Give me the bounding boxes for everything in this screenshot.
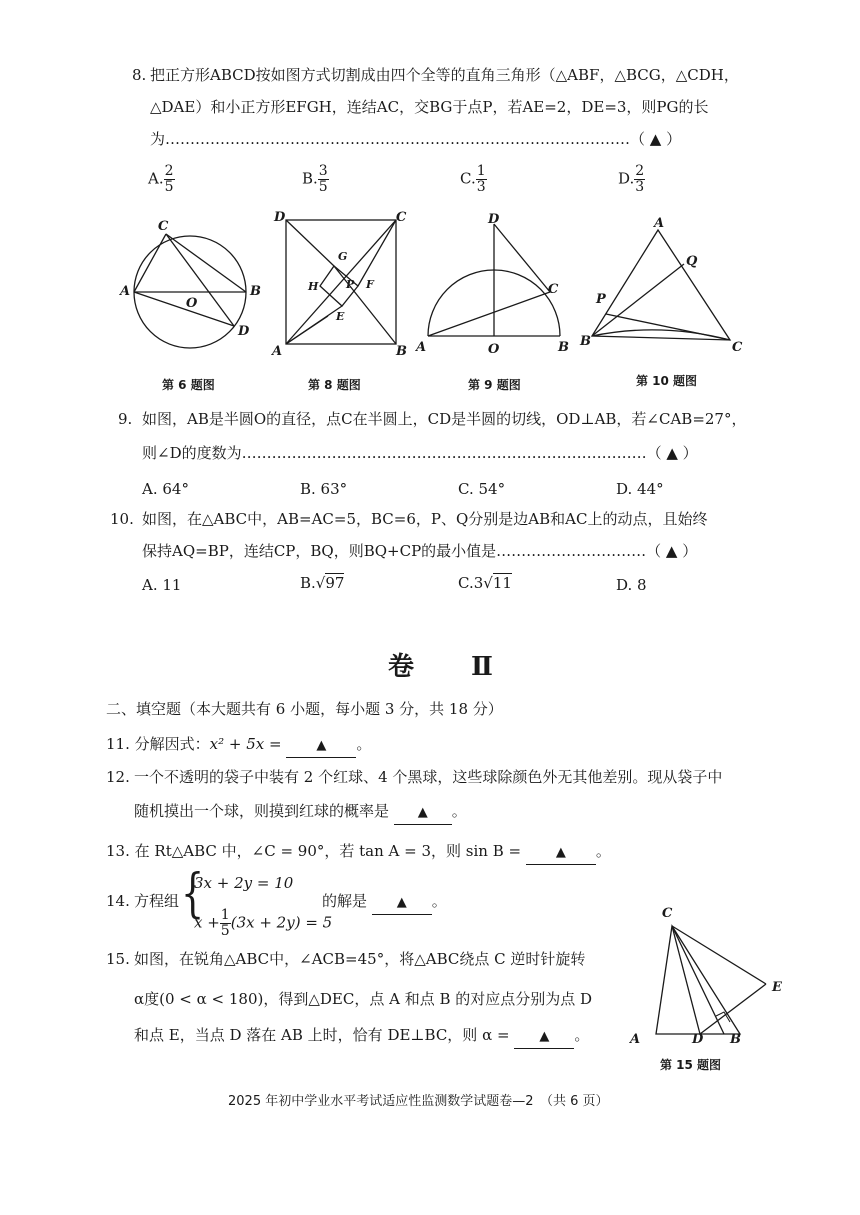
q8-number: 8.: [132, 66, 147, 84]
fig8-label-g: G: [338, 250, 348, 263]
q10-option-a: A. 11: [142, 576, 182, 594]
q12-line2-wrap: 随机摸出一个球，则摸到红球的概率是 ▲ 。: [134, 800, 467, 825]
brace-icon: {: [180, 864, 205, 924]
fig9-diagram: [428, 224, 560, 336]
q14-text: 方程组: [134, 892, 180, 910]
q10-option-d: D. 8: [616, 576, 647, 594]
fig6-label-d: D: [238, 324, 250, 339]
fig15-label-c: C: [662, 906, 673, 921]
fig8-label-e: E: [336, 310, 345, 323]
fig6-label-o: O: [186, 296, 198, 311]
fig10-caption: 第 10 题图: [636, 374, 698, 388]
q10-option-c: C.3√11: [458, 574, 512, 592]
fig6-label-a: A: [120, 284, 131, 299]
figures-row: [110, 210, 770, 360]
fig9-label-c: C: [548, 282, 559, 297]
sqrt-icon: √: [483, 574, 493, 592]
fig6-diagram: [134, 234, 246, 348]
fig8-label-b: B: [396, 344, 407, 359]
q8-option-c: C. $\frac{1}{3}$: [460, 163, 486, 195]
fig10-label-p: P: [596, 292, 606, 307]
q10-option-b: B.√97: [300, 574, 345, 592]
q14-after: 的解是 ▲ 。: [322, 890, 447, 915]
q14-number: 14.: [106, 892, 130, 910]
fig10-label-c: C: [732, 340, 743, 355]
fig8-label-f: F: [366, 278, 374, 291]
fig8-label-d: D: [274, 210, 286, 225]
fig15-label-d: D: [692, 1032, 704, 1047]
fig6-caption: 第 6 题图: [162, 378, 215, 392]
q12-answer-blank[interactable]: ▲: [394, 802, 452, 825]
fig6-label-b: B: [250, 284, 261, 299]
fig9-label-d: D: [488, 212, 500, 227]
q8-line1: 把正方形ABCD按如图方式切割成由四个全等的直角三角形（△ABF，△BCG，△CDH，: [150, 66, 739, 84]
fig8-label-a: A: [272, 344, 283, 359]
fig10-label-b: B: [580, 334, 591, 349]
sqrt-icon: √: [315, 574, 326, 592]
q13-answer-blank[interactable]: ▲: [526, 842, 596, 865]
fig6-label-c: C: [158, 219, 169, 234]
q9-option-b: B. 63°: [300, 480, 348, 498]
fig8-diagram: [286, 220, 396, 344]
q8-line3: 为…………………………………………………………………………………（ ▲ ）: [150, 130, 682, 148]
fig15-label-b: B: [730, 1032, 741, 1047]
fig15-label-a: A: [630, 1032, 641, 1047]
q15-line1: 如图，在锐角△ABC中，∠ACB=45°，将△ABC绕点 C 逆时针旋转: [134, 950, 586, 968]
q15-line3-wrap: 和点 E，当点 D 落在 AB 上时，恰有 DE⊥BC，则 α = ▲ 。: [134, 1024, 589, 1049]
fig15-label-e: E: [772, 980, 782, 995]
fig10-label-a: A: [654, 216, 665, 231]
q9-line1: 如图，AB是半圆O的直径，点C在半圆上，CD是半圆的切线，OD⊥AB，若∠CAB=27°，: [142, 410, 747, 428]
q8-line2: △DAE）和小正方形EFGH，连结AC，交BG于点P，若AE=2，DE=3，则PG的长: [150, 98, 709, 116]
q13: 13. 在 Rt△ABC 中，∠C = 90°，若 tan A = 3，则 sin B = ▲ 。: [106, 840, 611, 865]
fig10-label-q: Q: [686, 254, 698, 269]
page-footer: 2025 年初中学业水平考试适应性监测数学试题卷—2 （共 6 页）: [228, 1094, 609, 1109]
q10-number: 10.: [110, 510, 134, 528]
q9-number: 9.: [118, 410, 133, 428]
q8-option-a: A. $\frac{2}{5}$: [148, 163, 174, 195]
part2-heading: 二、填空题（本大题共有 6 小题，每小题 3 分，共 18 分）: [106, 700, 503, 718]
q12-line1: 一个不透明的袋子中装有 2 个红球、4 个黑球，这些球除颜色外无其他差别。现从袋子中: [134, 768, 723, 786]
q9-option-a: A. 64°: [142, 480, 189, 498]
q9-line2: 则∠D的度数为………………………………………………………………………（ ▲ ）: [142, 444, 698, 462]
q9-option-c: C. 54°: [458, 480, 506, 498]
q15-answer-blank[interactable]: ▲: [514, 1026, 574, 1049]
q11: 11. 分解因式：x² + 5x = ▲ 。: [106, 733, 371, 758]
q9-option-d: D. 44°: [616, 480, 664, 498]
q15-number: 15.: [106, 950, 130, 968]
fig9-label-o: O: [488, 342, 500, 357]
q10-line2: 保持AQ=BP，连结CP，BQ，则BQ+CP的最小值是…………………………（ ▲ ）: [142, 542, 698, 560]
fig8-caption: 第 8 题图: [308, 378, 361, 392]
q11-answer-blank[interactable]: ▲: [286, 735, 356, 758]
q14-eq1: 3x + 2y = 10: [194, 874, 294, 892]
q15-line2: α度(0 < α < 180)，得到△DEC，点 A 和点 B 的对应点分别为点 D: [134, 990, 593, 1008]
fig8-label-p: P: [346, 278, 355, 291]
q8-option-d: D. $\frac{2}{3}$: [618, 163, 645, 195]
q8-option-b: B. $\frac{3}{5}$: [302, 163, 328, 195]
q14-eq2: x + $\frac{1}{5}$ (3x + 2y) = 5: [194, 907, 333, 939]
fig15-caption: 第 15 题图: [660, 1058, 722, 1072]
q14-answer-blank[interactable]: ▲: [372, 892, 432, 915]
fig9-label-a: A: [416, 340, 427, 355]
q10-line1: 如图，在△ABC中，AB=AC=5，BC=6，P、Q分别是边AB和AC上的动点，且始终: [142, 510, 708, 528]
fig8-label-h: H: [308, 280, 319, 293]
fig9-label-b: B: [558, 340, 569, 355]
q12-number: 12.: [106, 768, 130, 786]
fig8-label-c: C: [396, 210, 407, 225]
fig9-caption: 第 9 题图: [468, 378, 521, 392]
section-title: 卷 Ⅱ: [388, 652, 517, 682]
fig10-diagram: [592, 230, 730, 340]
